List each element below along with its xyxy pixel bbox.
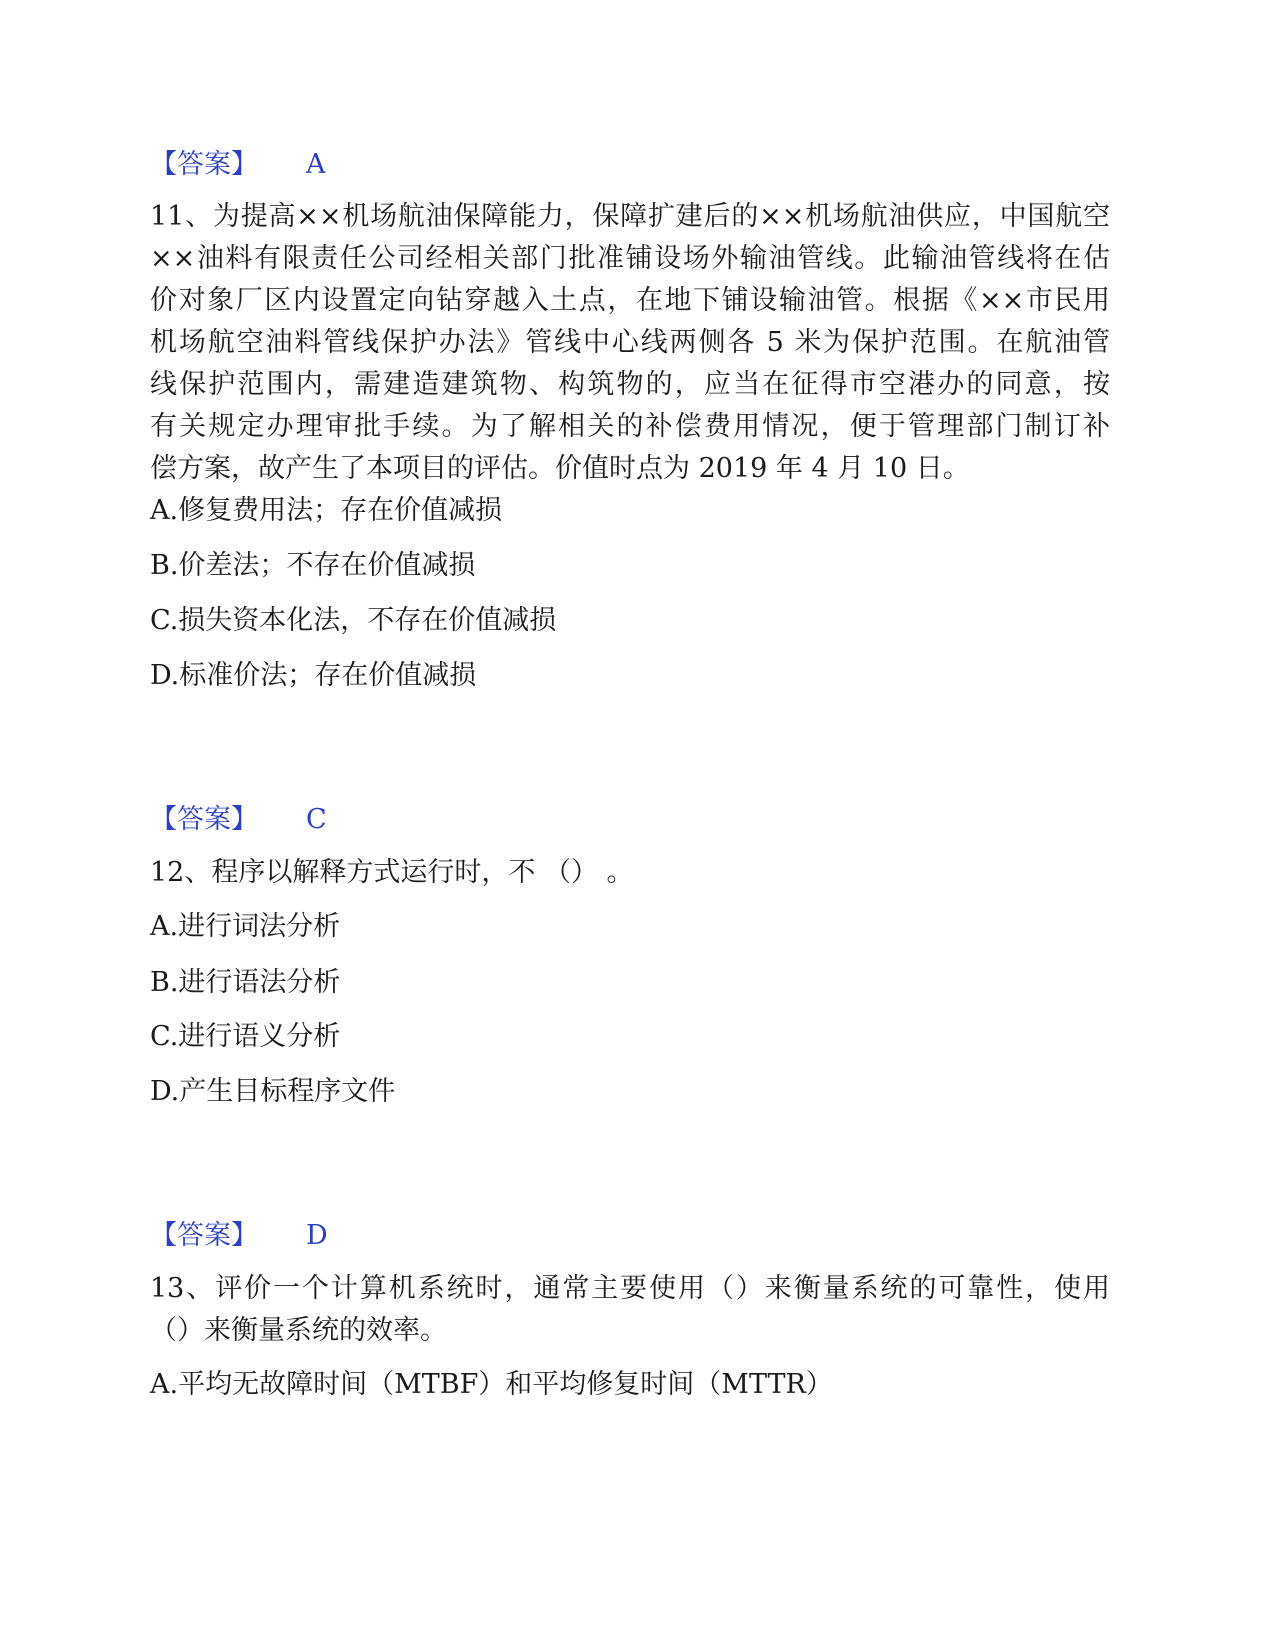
question-line: 有关规定办理审批手续。为了解相关的补偿费用情况，便于管理部门制订补 <box>150 411 1110 442</box>
answer-value: C <box>306 804 327 835</box>
answer-label: 【答案】 <box>150 804 258 835</box>
question-line: ××油料有限责任公司经相关部门批准铺设场外输油管线。此输油管线将在估 <box>150 243 1110 274</box>
answer-label: 【答案】 <box>150 1220 258 1251</box>
option-a: A.进行词法分析 <box>150 911 341 942</box>
option-a: A.平均无故障时间（MTBF）和平均修复时间（MTTR） <box>150 1369 833 1400</box>
option-d: D.产生目标程序文件 <box>150 1076 396 1107</box>
answer-row-12 <box>150 1215 328 1257</box>
question-12-text <box>150 852 1110 894</box>
question-line: 机场航空油料管线保护办法》管线中心线两侧各 5 米为保护范围。在航油管 <box>150 327 1110 358</box>
option-d: D.标准价法；存在价值减损 <box>150 660 477 691</box>
question-line: 价对象厂区内设置定向钻穿越入土点，在地下铺设输油管。根据《××市民用 <box>150 285 1110 316</box>
option-b: B.进行语法分析 <box>150 967 341 998</box>
question-line: （）来衡量系统的效率。 <box>150 1315 447 1346</box>
question-11-text <box>150 196 1110 490</box>
option-b: B.价差法；不存在价值减损 <box>150 550 476 581</box>
answer-value: A <box>306 149 326 180</box>
question-line: 偿方案，故产生了本项目的评估。价值时点为 2019 年 4 月 10 日。 <box>150 453 970 484</box>
question-line: 12、程序以解释方式运行时，不 （） 。 <box>150 857 634 888</box>
question-13-text <box>150 1268 1110 1352</box>
question-line: 13、评价一个计算机系统时，通常主要使用（）来衡量系统的可靠性，使用 <box>150 1273 1110 1304</box>
answer-row-10 <box>150 144 326 186</box>
option-c: C.损失资本化法，不存在价值减损 <box>150 605 557 636</box>
question-line: 线保护范围内，需建造建筑物、构筑物的，应当在征得市空港办的同意，按 <box>150 369 1110 400</box>
answer-label: 【答案】 <box>150 149 258 180</box>
option-a: A.修复费用法；存在价值减损 <box>150 495 503 526</box>
option-c: C.进行语义分析 <box>150 1021 341 1052</box>
answer-value: D <box>306 1220 328 1251</box>
question-line: 11、为提高××机场航油保障能力，保障扩建后的××机场航油供应，中国航空 <box>150 201 1110 232</box>
answer-row-11 <box>150 799 327 841</box>
